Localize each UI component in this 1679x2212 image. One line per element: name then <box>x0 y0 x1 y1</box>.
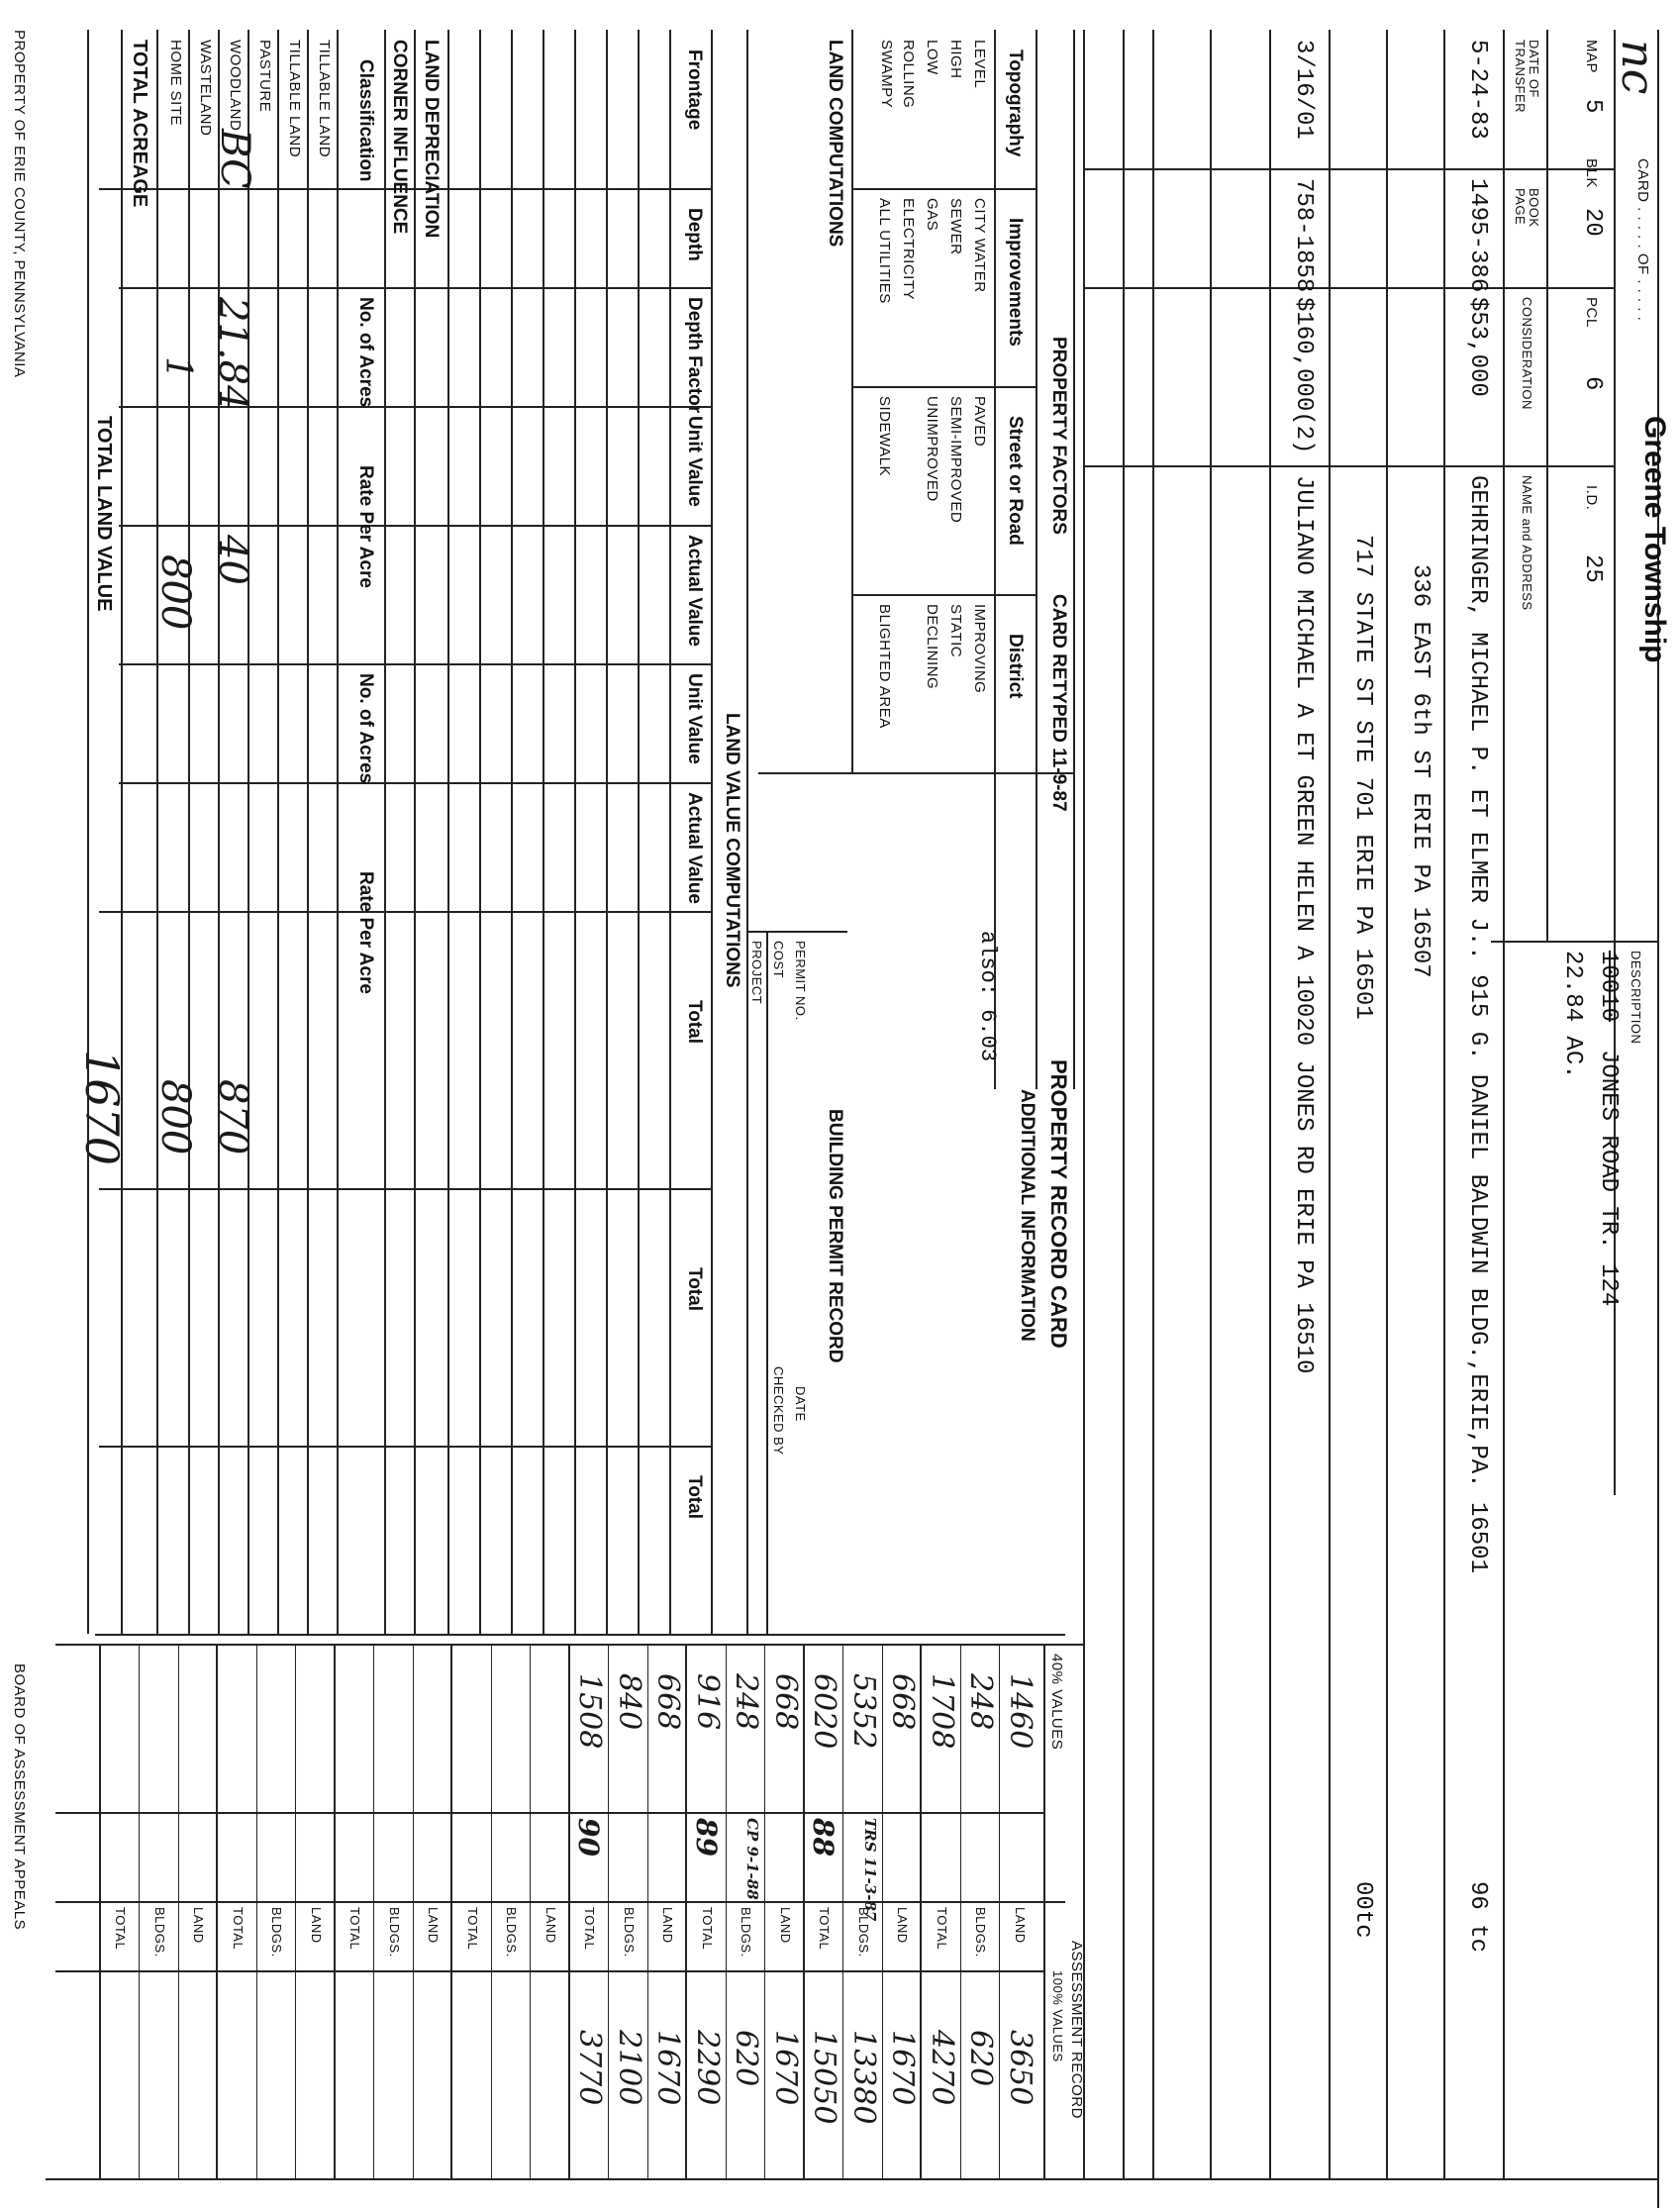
assessment-type: LAND <box>660 1907 676 1944</box>
frontage-row <box>447 30 449 1634</box>
factors-top <box>1073 30 1075 1089</box>
col-date-of-transfer: DATE OF TRANSFER <box>1513 40 1541 114</box>
assessment-type: TOTAL <box>465 1907 480 1951</box>
assessment-type: BLDGS. <box>387 1907 402 1958</box>
col-actual-value-2: Actual Value <box>684 792 705 904</box>
assessment-row-line <box>882 1644 883 2178</box>
transfer-col-1 <box>1085 168 1616 170</box>
permit-title: BUILDING PERMIT RECORD <box>825 1109 845 1363</box>
col-topography: Topography <box>1005 50 1026 157</box>
corner-influence: CORNER INFLUENCE <box>389 40 410 235</box>
assessment-row-line <box>491 1644 492 2178</box>
township-title: Greene Township <box>1638 416 1671 663</box>
transfer-book-page: 1495-386 <box>1464 178 1491 293</box>
value-100: 620 <box>963 2030 999 2087</box>
assessment-year: 90 <box>572 1818 606 1857</box>
assessment-row-line <box>256 1644 257 2178</box>
value-40: 5352 <box>846 1673 881 1750</box>
improvements-item: SEWER <box>947 198 964 255</box>
assessment-header-line <box>1043 1644 1045 2178</box>
value-100: 2290 <box>690 2030 725 2106</box>
value-40: 1460 <box>1003 1673 1037 1750</box>
assessment-row-line <box>921 1644 923 2178</box>
woodland-total: 870 <box>210 1079 255 1156</box>
assessment-row-line <box>296 1644 297 2178</box>
assessment-row-line <box>765 1644 766 2178</box>
value-100: 1670 <box>885 2030 921 2106</box>
land-col <box>99 1446 713 1448</box>
frontage-header-top <box>711 30 713 1634</box>
description-divider <box>1491 941 1659 943</box>
factors-col <box>853 594 1037 596</box>
transfer-note: 00tc <box>1349 1881 1376 1939</box>
col-total-1: Total <box>684 1000 705 1044</box>
transfer-book-page: 758-1858 <box>1290 178 1317 293</box>
woodland-rate: 40 <box>210 535 255 585</box>
permit-rule <box>766 931 768 1634</box>
frontage-header-bottom <box>669 30 671 1634</box>
assessment-row-line <box>140 1644 141 2178</box>
value-100: 1670 <box>768 2030 803 2106</box>
frontage-row <box>606 30 608 1634</box>
woodland-mark: BC <box>212 129 257 189</box>
pcl-label: PCL <box>1583 297 1600 328</box>
permit-checked-label: CHECKED BY <box>771 1366 786 1456</box>
land-depreciation: LAND DEPRECIATION <box>421 40 442 239</box>
acre-row <box>188 30 190 1634</box>
col-district: District <box>1005 634 1026 699</box>
assessment-left <box>55 1644 1085 1646</box>
assessment-type: TOTAL <box>582 1907 598 1951</box>
assessment-row-line <box>609 1644 610 2178</box>
col-no-of-acres-2: No. of Acres <box>355 673 376 784</box>
col-no-of-acres: No. of Acres <box>355 297 376 408</box>
assessment-year: 88 <box>807 1818 840 1857</box>
col-unit-value-2: Unit Value <box>684 673 705 764</box>
assessment-year: TRS 11-3-87 <box>861 1818 879 1922</box>
value-40: 1708 <box>925 1673 959 1750</box>
id-label: I.D. <box>1583 485 1600 511</box>
assessment-type: BLDGS. <box>739 1907 754 1958</box>
value-40: 916 <box>690 1673 725 1731</box>
home-site-total: 800 <box>152 1079 198 1156</box>
frontage-row <box>574 30 576 1634</box>
value-40: 248 <box>963 1673 999 1731</box>
depreciation-line <box>414 30 416 1634</box>
class-woodland: WOODLAND <box>227 40 244 132</box>
land-col <box>99 911 713 913</box>
assessment-row-line <box>803 1644 805 2178</box>
value-100: 1670 <box>650 2030 686 2106</box>
value-100: 13380 <box>846 2030 881 2125</box>
card-retyped: CARD RETYPED 11-9-87 <box>1048 594 1069 812</box>
assessment-type: TOTAL <box>113 1907 129 1951</box>
land-col <box>119 287 713 289</box>
woodland-acres: 21.84 <box>210 297 255 411</box>
pcl-value: 6 <box>1579 376 1606 391</box>
transfer-col-2 <box>1085 287 1616 289</box>
value-40: 840 <box>612 1673 646 1731</box>
value-40: 668 <box>768 1673 803 1731</box>
factors-col <box>853 188 1037 190</box>
land-value-top <box>746 30 748 1634</box>
assessment-row-line <box>1000 1644 1001 2178</box>
transfer-header-top <box>1546 30 1548 941</box>
topography-item: ROLLING <box>900 40 917 109</box>
topography-item: LEVEL <box>971 40 988 89</box>
record-card-title: PROPERTY RECORD CARD <box>1046 1059 1071 1349</box>
transfer-date: 5-24-83 <box>1464 40 1491 140</box>
permit-no-label: PERMIT NO. <box>793 941 808 1021</box>
land-bottom <box>87 30 89 1634</box>
total-land-value: 1670 <box>75 1050 129 1166</box>
assessment-type: BLDGS. <box>856 1907 871 1958</box>
right-edge <box>46 2178 1659 2180</box>
assessment-type: LAND <box>309 1907 324 1944</box>
col-rate-per-acre: Rate Per Acre <box>355 465 376 588</box>
total-land-value-label: TOTAL LAND VALUE <box>93 416 115 612</box>
frontage-row <box>543 30 544 1634</box>
assessment-row-line <box>374 1644 375 2178</box>
land-computations-title: LAND COMPUTATIONS <box>825 40 845 248</box>
assessment-col <box>55 1901 1065 1903</box>
assessment-type: LAND <box>426 1907 442 1944</box>
district-item: STATIC <box>947 604 964 658</box>
permit-left <box>748 931 847 933</box>
map-label: MAP <box>1583 40 1600 74</box>
class-tillable-1: TILLABLE LAND <box>316 40 333 158</box>
topography-item: SWAMPY <box>878 40 895 109</box>
assessment-row-line <box>843 1644 844 2178</box>
corner-line <box>384 30 386 1634</box>
col-total-3: Total <box>684 1475 705 1519</box>
factors-title: PROPERTY FACTORS <box>1048 337 1069 535</box>
value-100: 2100 <box>612 2030 646 2106</box>
col-name-address: NAME and ADDRESS <box>1520 475 1534 611</box>
transfer-name: JULIANO MICHAEL A ET GREEN HELEN A 10020 JONES RD ERIE PA 16510 <box>1290 475 1317 1374</box>
factors-col <box>758 772 1075 774</box>
transfer-col-3 <box>1085 465 1616 467</box>
description-line2: 22.84 AC. <box>1559 951 1586 1079</box>
district-item: BLIGHTED AREA <box>876 604 893 729</box>
acre-row <box>247 30 249 1634</box>
value-40: 668 <box>650 1673 686 1731</box>
also-note: also: 6.03 <box>975 931 1000 1062</box>
home-site-acres: 1 <box>157 356 198 379</box>
factors-col <box>853 386 1037 388</box>
assessment-row-line <box>451 1644 453 2178</box>
assessment-row-line <box>413 1644 414 2178</box>
assessment-type: BLDGS. <box>973 1907 989 1958</box>
top-edge <box>1657 30 1659 2208</box>
factors-bottom <box>851 30 853 772</box>
description-old-number: 10010 <box>1595 951 1622 1023</box>
acre-row <box>121 30 123 1634</box>
col-depth-factor: Depth Factor <box>684 297 705 414</box>
value-100: 620 <box>729 2030 764 2087</box>
acre-row <box>277 30 279 1634</box>
value-40: 6020 <box>807 1673 842 1750</box>
acre-header-bottom <box>337 30 339 1634</box>
assessment-row-line <box>960 1644 961 2178</box>
assessment-row-line <box>334 1644 336 2178</box>
district-item: IMPROVING <box>971 604 988 694</box>
footer-left: PROPERTY OF ERIE COUNTY, PENNSYLVANIA <box>11 30 28 378</box>
permit-date-label: DATE <box>793 1386 808 1422</box>
permit-cost-label: COST <box>771 941 786 979</box>
col-actual-value: Actual Value <box>684 535 705 647</box>
assessment-type: TOTAL <box>817 1907 833 1951</box>
col-improvements: Improvements <box>1005 218 1026 347</box>
col-total-2: Total <box>684 1267 705 1311</box>
improvements-item: GAS <box>924 198 940 232</box>
description-label: DESCRIPTION <box>1629 951 1643 1045</box>
card-label: CARD . . . . . OF . . . . . <box>1634 158 1651 322</box>
land-col <box>99 1188 713 1190</box>
transfer-row-line <box>1083 30 1085 2178</box>
frontage-row <box>511 30 513 1634</box>
class-home-site: HOME SITE <box>167 40 184 127</box>
street-item: SIDEWALK <box>876 396 893 476</box>
assessment-type: LAND <box>778 1907 793 1944</box>
assessment-row-line <box>686 1644 688 2178</box>
assessment-type: LAND <box>895 1907 911 1944</box>
street-item: PAVED <box>971 396 988 448</box>
district-item: DECLINING <box>924 604 940 690</box>
col-consideration: CONSIDERATION <box>1520 297 1534 410</box>
topography-item: LOW <box>924 40 940 75</box>
assessment-row-line <box>647 1644 648 2178</box>
home-site-rate: 800 <box>152 554 198 631</box>
initials: nc <box>1612 40 1665 95</box>
assessment-year: CP 9-1-88 <box>743 1818 762 1900</box>
assessment-type: TOTAL <box>700 1907 715 1951</box>
transfer-note: 96 tc <box>1464 1881 1491 1954</box>
assessment-type: LAND <box>191 1907 207 1944</box>
transfer-row-line <box>1443 30 1445 2178</box>
class-tillable-2: TILLABLE LAND <box>286 40 303 158</box>
frontage-row <box>479 30 481 1634</box>
assessment-row-line <box>568 1644 570 2178</box>
blk-value: 20 <box>1579 208 1606 237</box>
value-40: 1508 <box>572 1673 608 1750</box>
assessment-type: BLDGS. <box>269 1907 285 1958</box>
assessment-row-line <box>531 1644 532 2178</box>
transfer-row-line <box>1210 30 1212 2178</box>
footer-right: BOARD OF ASSESSMENT APPEALS <box>11 1663 28 1931</box>
permit-project-label: PROJECT <box>749 941 764 1005</box>
improvements-item: CITY WATER <box>971 198 988 293</box>
col-classification: Classification <box>355 59 376 182</box>
acre-row <box>307 30 309 1634</box>
assessment-col <box>55 1812 1045 1814</box>
id-value: 25 <box>1579 554 1606 583</box>
class-wasteland: WASTELAND <box>197 40 214 137</box>
map-value: 5 <box>1579 99 1606 114</box>
assessment-type: BLDGS. <box>504 1907 520 1958</box>
assessment-record-title: ASSESSMENT RECORD <box>1068 1941 1085 2119</box>
col-depth: Depth <box>684 208 705 261</box>
transfer-address: 717 STATE ST STE 701 ERIE PA 16501 <box>1349 535 1376 1020</box>
transfer-consideration: $53,000 <box>1464 297 1491 397</box>
value-100: 3650 <box>1003 2030 1037 2106</box>
assessment-type: TOTAL <box>347 1907 363 1951</box>
values-40-title: 40% VALUES <box>1048 1654 1065 1751</box>
assessment-type: BLDGS. <box>152 1907 167 1958</box>
land-col-right <box>95 1634 1065 1636</box>
acre-row <box>156 30 158 1634</box>
value-40: 668 <box>885 1673 921 1731</box>
additional-info-title: ADDITIONAL INFORMATION <box>1017 1089 1037 1342</box>
description-line1: JONES ROAD TR. 124 <box>1595 1050 1622 1307</box>
values-100-title: 100% VALUES <box>1050 1970 1065 2062</box>
transfer-row-line <box>1386 30 1388 2178</box>
transfer-date: 3/16/01 <box>1290 40 1317 140</box>
value-40: 248 <box>729 1673 764 1731</box>
assessment-row-line <box>726 1644 727 2178</box>
transfer-address: 336 EAST 6th ST ERIE PA 16507 <box>1407 564 1433 978</box>
assessment-type: LAND <box>1013 1907 1028 1944</box>
improvements-item: ALL UTILITIES <box>876 198 893 304</box>
street-item: UNIMPROVED <box>924 396 940 502</box>
acre-row <box>218 30 220 1634</box>
class-pasture: PASTURE <box>256 40 273 113</box>
col-rate-per-acre-2: Rate Per Acre <box>355 871 376 994</box>
value-100: 3770 <box>572 2030 608 2106</box>
col-frontage: Frontage <box>684 50 705 131</box>
land-col <box>119 663 713 665</box>
value-100: 15050 <box>807 2030 842 2125</box>
topography-item: HIGH <box>947 40 964 79</box>
assessment-row-line <box>99 1644 101 2178</box>
blk-label: BLK <box>1583 158 1600 188</box>
col-book-page: BOOK PAGE <box>1513 188 1541 228</box>
transfer-row-line <box>1123 30 1125 2178</box>
value-100: 4270 <box>925 2030 959 2106</box>
assessment-col <box>55 1970 1045 1972</box>
total-acreage: TOTAL ACREAGE <box>129 40 150 208</box>
assessment-year: 89 <box>690 1818 723 1857</box>
transfer-row-line <box>1329 30 1331 2178</box>
transfer-name: GEHRINGER, MICHAEL P. ET ELMER J.. 915 G. DANIEL BALDWIN BLDG.,ERIE,PA. 16501 <box>1464 475 1491 1573</box>
frontage-row <box>638 30 640 1634</box>
street-item: SEMI-IMPROVED <box>947 396 964 524</box>
assessment-type: TOTAL <box>935 1907 949 1951</box>
transfer-consideration: $160,000(2) <box>1290 297 1317 454</box>
assessment-type: BLDGS. <box>622 1907 637 1958</box>
assessment-row-line <box>178 1644 179 2178</box>
assessment-row-line <box>217 1644 219 2178</box>
assessment-type: TOTAL <box>231 1907 246 1951</box>
improvements-item: ELECTRICITY <box>900 198 917 301</box>
assessment-type: LAND <box>543 1907 558 1944</box>
land-value-title: LAND VALUE COMPUTATIONS <box>722 713 742 988</box>
land-col <box>119 782 713 784</box>
col-unit-value: Unit Value <box>684 416 705 507</box>
transfer-header-bottom <box>1503 30 1505 2178</box>
transfer-row-line <box>1269 30 1271 2178</box>
land-col <box>119 525 713 527</box>
col-street-road: Street or Road <box>1005 416 1026 546</box>
land-col <box>119 406 713 408</box>
transfer-row-line <box>1152 30 1154 2178</box>
